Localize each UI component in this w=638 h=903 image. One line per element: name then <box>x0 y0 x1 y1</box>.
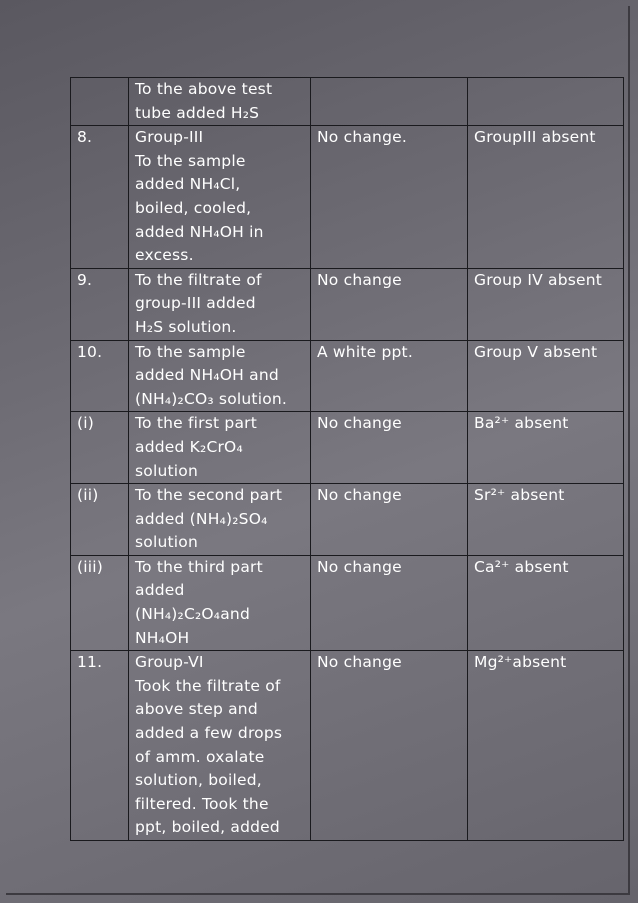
experiment-line: To the second part <box>135 486 283 505</box>
experiment-line: To the third part <box>135 557 263 576</box>
inference-cell: Mg²⁺absent <box>468 651 624 841</box>
experiment-line: added K₂CrO₄ <box>135 437 243 456</box>
step-number-cell: 11. <box>71 651 129 841</box>
inference-cell: GroupIII absent <box>468 126 624 269</box>
experiment-line: ppt, boiled, added <box>135 818 280 837</box>
experiment-cell <box>129 484 311 556</box>
inference-cell: Group IV absent <box>468 268 624 340</box>
table-row <box>71 268 624 340</box>
experiment-line: To the above test <box>135 80 273 98</box>
experiment-line: NH₄OH <box>135 628 190 647</box>
table-row <box>71 484 624 556</box>
experiment-line: H₂S solution. <box>135 317 237 336</box>
experiment-line: solution, boiled, <box>135 771 262 790</box>
step-number-cell: (ii) <box>71 484 129 556</box>
observation-cell: No change <box>311 651 468 841</box>
experiment-line: group-III added <box>135 294 256 313</box>
table-row <box>71 651 624 841</box>
table-row <box>71 555 624 650</box>
experiment-line: added NH₄OH and <box>135 366 279 385</box>
observation-cell: No change <box>311 555 468 650</box>
step-number-cell: 10. <box>71 340 129 412</box>
observation-cell <box>311 78 468 126</box>
observation-cell: No change. <box>311 126 468 269</box>
inference-cell: Group V absent <box>468 340 624 412</box>
experiment-line: (NH₄)₂C₂O₄and <box>135 605 250 624</box>
experiment-line: Took the filtrate of <box>135 676 281 695</box>
experiment-line: tube added H₂S <box>135 103 260 122</box>
step-number-cell: 9. <box>71 268 129 340</box>
experiment-line: To the filtrate of <box>135 270 262 289</box>
inference-cell <box>468 78 624 126</box>
experiment-line: solution <box>135 461 198 480</box>
experiment-line: Group-VI <box>135 653 204 672</box>
experiment-line: To the first part <box>135 414 258 433</box>
experiment-line: To the sample <box>135 151 246 170</box>
step-number-cell <box>71 78 129 126</box>
experiment-cell <box>129 340 311 412</box>
experiment-line: excess. <box>135 246 194 265</box>
experiment-cell <box>129 126 311 269</box>
table-row <box>71 340 624 412</box>
table-row <box>71 78 624 126</box>
step-number-cell: (i) <box>71 412 129 484</box>
experiment-cell <box>129 555 311 650</box>
experiment-line: above step and <box>135 700 258 719</box>
experiment-line: added (NH₄)₂SO₄ <box>135 509 268 528</box>
inference-cell: Ca²⁺ absent <box>468 555 624 650</box>
observation-cell: No change <box>311 268 468 340</box>
experiment-line: Group-III <box>135 128 204 147</box>
inference-cell: Ba²⁺ absent <box>468 412 624 484</box>
experiment-line: added <box>135 581 185 600</box>
experiment-line: To the sample <box>135 342 246 361</box>
experiment-cell <box>129 651 311 841</box>
observation-cell: A white ppt. <box>311 340 468 412</box>
inference-cell: Sr²⁺ absent <box>468 484 624 556</box>
step-number-cell: (iii) <box>71 555 129 650</box>
observation-cell: No change <box>311 484 468 556</box>
experiment-line: solution <box>135 533 198 552</box>
experiment-cell <box>129 78 311 126</box>
experiment-line: of amm. oxalate <box>135 747 265 766</box>
experiment-cell <box>129 412 311 484</box>
experiment-line: filtered. Took the <box>135 794 269 813</box>
experiment-line: (NH₄)₂CO₃ solution. <box>135 389 288 408</box>
observation-cell: No change <box>311 412 468 484</box>
step-number-cell: 8. <box>71 126 129 269</box>
analysis-table <box>70 77 624 841</box>
experiment-line: added NH₄Cl, <box>135 175 241 194</box>
table-row <box>71 412 624 484</box>
experiment-line: boiled, cooled, <box>135 198 252 217</box>
experiment-cell <box>129 268 311 340</box>
table-row <box>71 126 624 269</box>
experiment-line: added NH₄OH in <box>135 222 264 241</box>
experiment-line: added a few drops <box>135 724 283 743</box>
